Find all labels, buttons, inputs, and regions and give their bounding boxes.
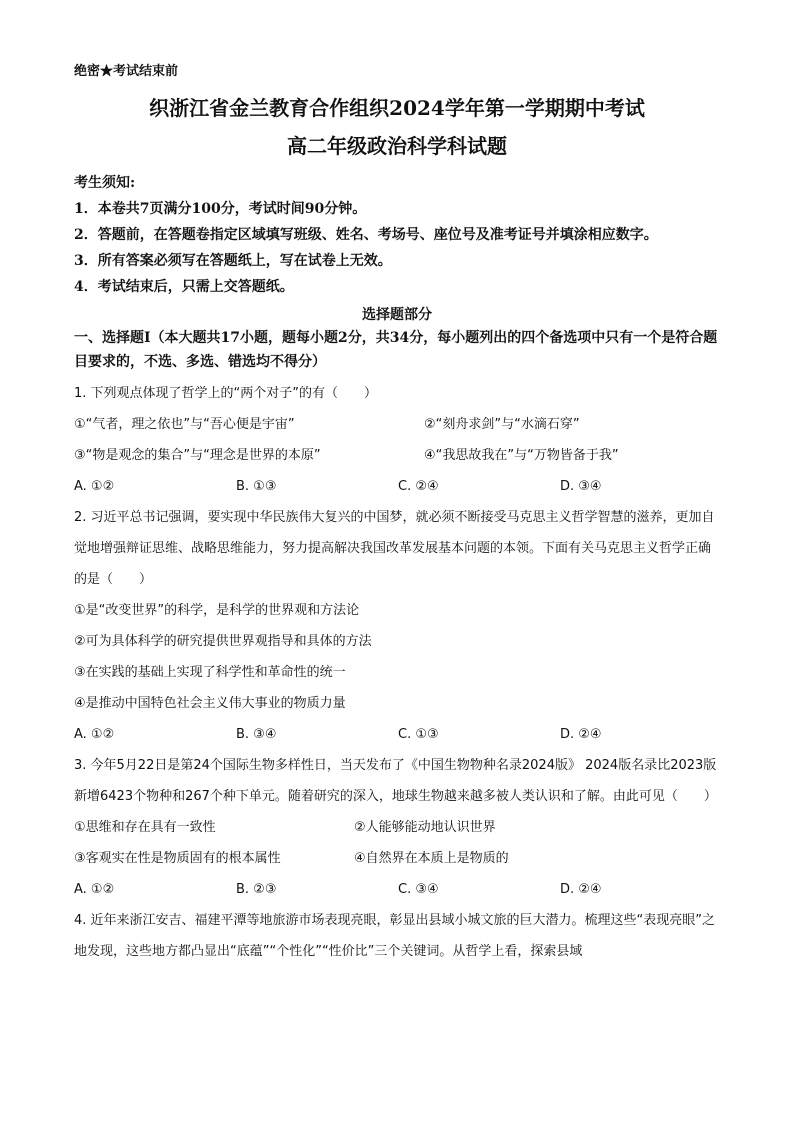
statement: ④是推动中国特色社会主义伟大事业的物质力量 <box>74 696 346 711</box>
exam-subtitle: 高二年级政治科学科试题 <box>287 134 507 158</box>
answer-options <box>74 471 720 502</box>
answer-options <box>74 719 720 750</box>
note-item: 2．答题前，在答题卷指定区域填写班级、姓名、考场号、座位号及准考证号并填涂相应数字。 <box>74 227 658 243</box>
question-2 <box>74 502 720 750</box>
statement: ③在实践的基础上实现了科学性和革命性的统一 <box>74 665 346 680</box>
question-1 <box>74 378 720 502</box>
option-b: B. ③④ <box>236 727 277 742</box>
note-item: 1．本卷共7页满分100分，考试时间90分钟。 <box>74 201 367 217</box>
note-item: 4．考试结束后，只需上交答题纸。 <box>74 279 294 295</box>
option-c: C. ①③ <box>398 727 439 742</box>
statement: ③客观实在性是物质固有的根本属性 <box>74 851 281 866</box>
confidential-label: 绝密★考试结束前 <box>74 64 179 79</box>
option-d: D. ③④ <box>560 479 602 494</box>
statement: ②人能够能动地认识世界 <box>354 820 496 835</box>
note-item: 3．所有答案必须写在答题纸上，写在试卷上无效。 <box>74 253 392 269</box>
option-d: D. ②④ <box>560 727 602 742</box>
option-b: B. ①③ <box>236 479 277 494</box>
notes-heading: 考生须知: <box>74 175 136 191</box>
option-d: D. ②④ <box>560 882 602 897</box>
question-stem: 2. 习近平总书记强调，要实现中华民族伟大复兴的中国梦，就必须不断接受马克思主义哲学智慧的滋养，更加自觉地增强辩证思维、战略思维能力，努力提高解决我国改革发展基本问题的本领。下面有关马克思主义哲学正确的是（ ） <box>74 510 715 587</box>
option-c: C. ③④ <box>398 882 439 897</box>
question-stem: 3. 今年5月22日是第24个国际生物多样性日，当天发布了《中国生物物种名录2024版》 2024版名录比2023版新增6423个物种和267个种下单元。随着研究的深入，地球生物越来越多被人类认识和了解。由此可见（ ） <box>74 758 717 804</box>
option-a: A. ①② <box>74 727 115 742</box>
statement-row <box>74 440 720 471</box>
candidate-notes <box>74 170 720 300</box>
question-stem: 4. 近年来浙江安吉、福建平潭等地旅游市场表现亮眼，彰显出县域小城文旅的巨大潜力。梳理这些“表现亮眼”之地发现，这些地方都凸显出“底蕴”“个性化”“性价比”三个关键词。从哲学上看，探索县域 <box>74 913 716 959</box>
exam-page <box>74 62 720 967</box>
question-3 <box>74 750 720 905</box>
answer-options <box>74 874 720 905</box>
statement: ①“气者，理之依也”与“吾心便是宇宙” <box>74 417 295 432</box>
statement: ④自然界在本质上是物质的 <box>354 851 509 866</box>
exam-title: 织浙江省金兰教育合作组织2024学年第一学期期中考试 <box>149 96 645 120</box>
option-b: B. ②③ <box>236 882 277 897</box>
statement: ②“刻舟求剑”与“水滴石穿” <box>424 417 580 432</box>
section-instruction: 一、选择题Ⅰ（本大题共17小题，题每小题2分，共34分，每小题列出的四个备选项中只有一个是符合题目要求的，不选、多选、错选均不得分） <box>74 330 718 370</box>
option-a: A. ①② <box>74 479 115 494</box>
statement: ③“物是观念的集合”与“理念是世界的本原” <box>74 448 321 463</box>
question-stem: 1. 下列观点体现了哲学上的“两个对子”的有（ ） <box>74 386 378 401</box>
statement: ④“我思故我在”与“万物皆备于我” <box>424 448 619 463</box>
statement-row <box>74 409 720 440</box>
statement: ②可为具体科学的研究提供世界观指导和具体的方法 <box>74 634 372 649</box>
statement: ①是“改变世界”的科学，是科学的世界观和方法论 <box>74 603 360 618</box>
option-c: C. ②④ <box>398 479 439 494</box>
statement-row <box>74 812 720 843</box>
section-title: 选择题部分 <box>362 307 432 323</box>
statement-row <box>74 843 720 874</box>
statement: ①思维和存在具有一致性 <box>74 820 216 835</box>
question-4 <box>74 905 720 967</box>
option-a: A. ①② <box>74 882 115 897</box>
